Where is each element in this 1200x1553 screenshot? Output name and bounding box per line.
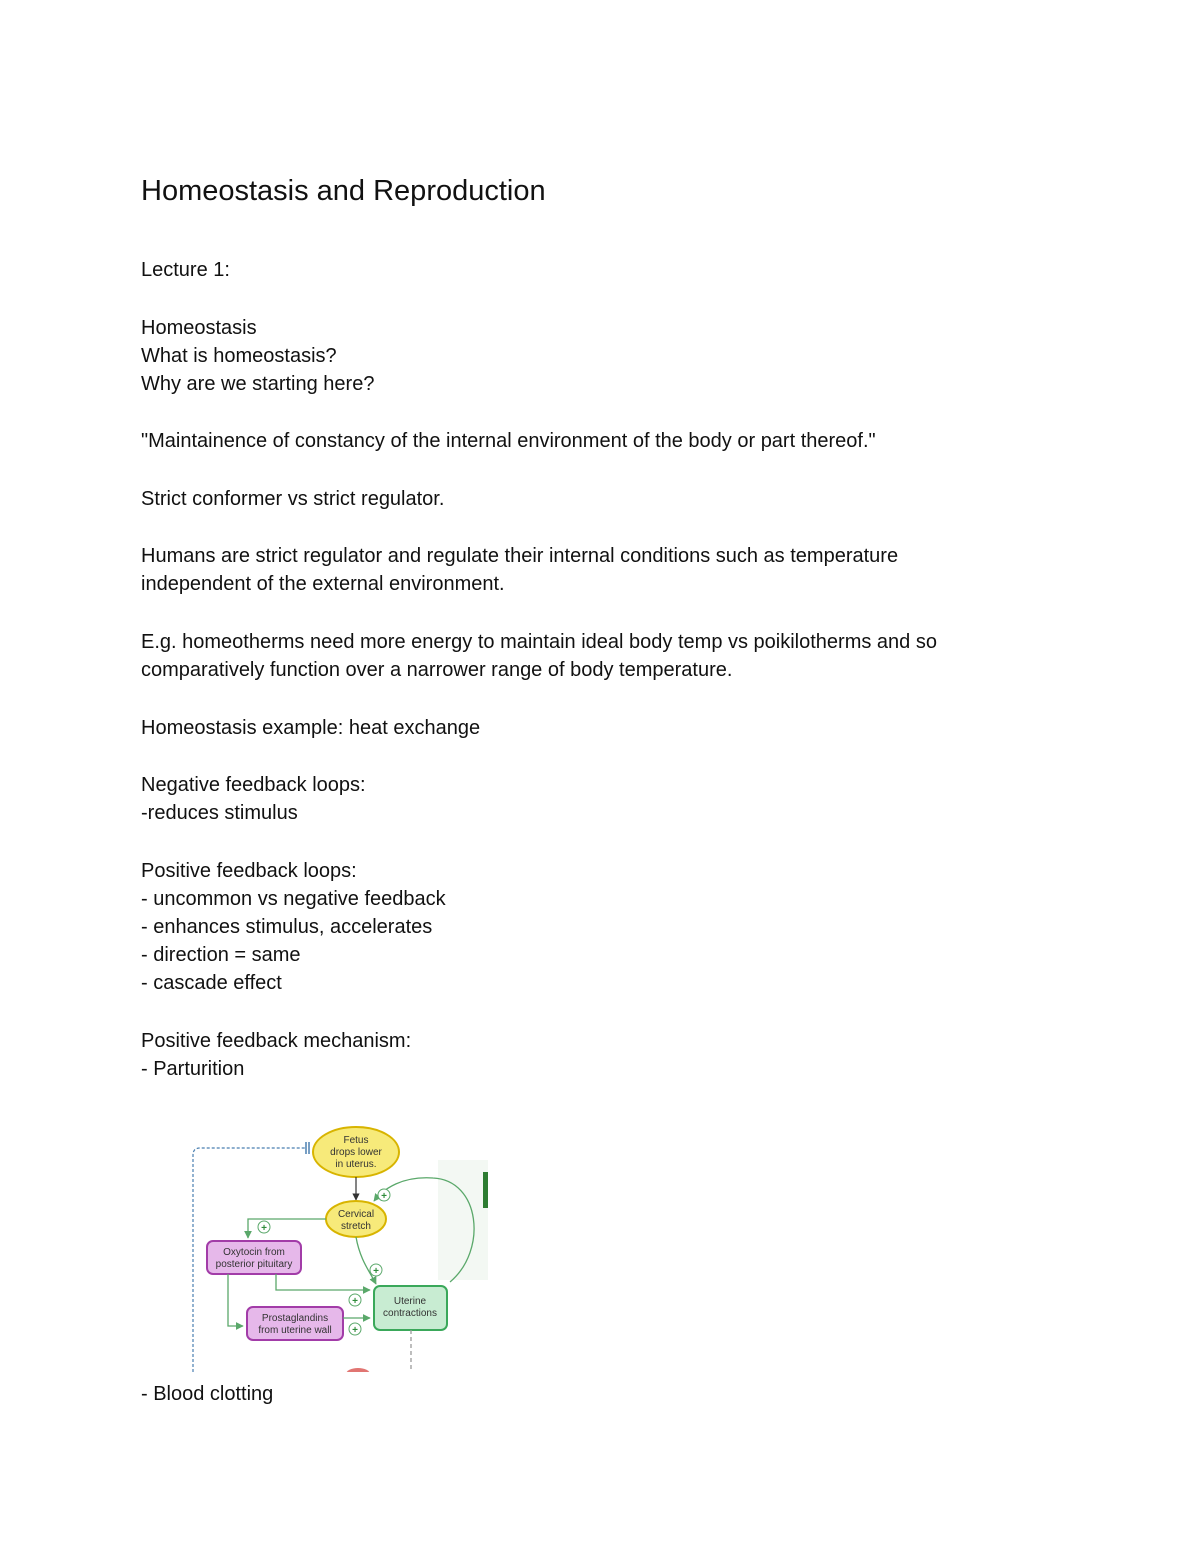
text-line: comparatively function over a narrower range of body temperature.	[141, 659, 733, 681]
text-line: Positive feedback loops:	[141, 860, 357, 882]
fetus-label: in uterus.	[335, 1159, 377, 1170]
text-line: Negative feedback loops:	[141, 774, 366, 796]
parturition-feedback-figure	[188, 1100, 488, 1372]
question-line: What is homeostasis?	[141, 345, 337, 367]
text-line: Homeostasis example: heat exchange	[141, 717, 481, 739]
cervical-label: stretch	[340, 1221, 372, 1232]
document-title: Homeostasis and Reproduction	[141, 175, 546, 207]
plus-sign: +	[352, 1325, 358, 1336]
bullet-item: - uncommon vs negative feedback	[141, 888, 446, 910]
uterine-label: contractions	[383, 1308, 437, 1319]
prostaglandins-label: from uterine wall	[258, 1325, 332, 1336]
bullet-item: - Blood clotting	[141, 1383, 274, 1405]
bullet-item: - direction = same	[141, 944, 301, 966]
text-line: Humans are strict regulator and regulate their internal conditions such as temperature	[141, 545, 899, 567]
text-line: independent of the external environment.	[141, 573, 505, 595]
text-line: Strict conformer vs strict regulator.	[141, 488, 445, 510]
bullet-item: - Parturition	[141, 1058, 245, 1080]
plus-sign: +	[373, 1266, 379, 1277]
uterine-label: Uterine	[393, 1296, 427, 1307]
fetus-label: Fetus	[343, 1135, 369, 1146]
question-line: Why are we starting here?	[141, 373, 375, 395]
plus-sign: +	[381, 1191, 387, 1202]
fetus-label: drops lower	[330, 1147, 382, 1158]
oxytocin-label: Oxytocin from	[223, 1247, 285, 1258]
plus-sign: +	[352, 1296, 358, 1307]
text-line: E.g. homeotherms need more energy to maintain ideal body temp vs poikilotherms and so	[141, 631, 937, 653]
plus-sign: +	[261, 1223, 267, 1234]
prostaglandins-label: Prostaglandins	[261, 1313, 329, 1324]
definition-quote: "Maintainence of constancy of the internal environment of the body or part thereof."	[141, 430, 876, 452]
bullet-item: - cascade effect	[141, 972, 282, 994]
section-heading: Homeostasis	[141, 317, 257, 339]
text-line: Positive feedback mechanism:	[141, 1030, 412, 1052]
bullet-item: - enhances stimulus, accelerates	[141, 916, 433, 938]
edge-bar	[483, 1172, 488, 1208]
lecture-heading: Lecture 1:	[141, 259, 230, 281]
bullet-item: -reduces stimulus	[141, 802, 298, 824]
cervical-label: Cervical	[337, 1209, 375, 1220]
oxytocin-label: posterior pituitary	[215, 1259, 293, 1270]
